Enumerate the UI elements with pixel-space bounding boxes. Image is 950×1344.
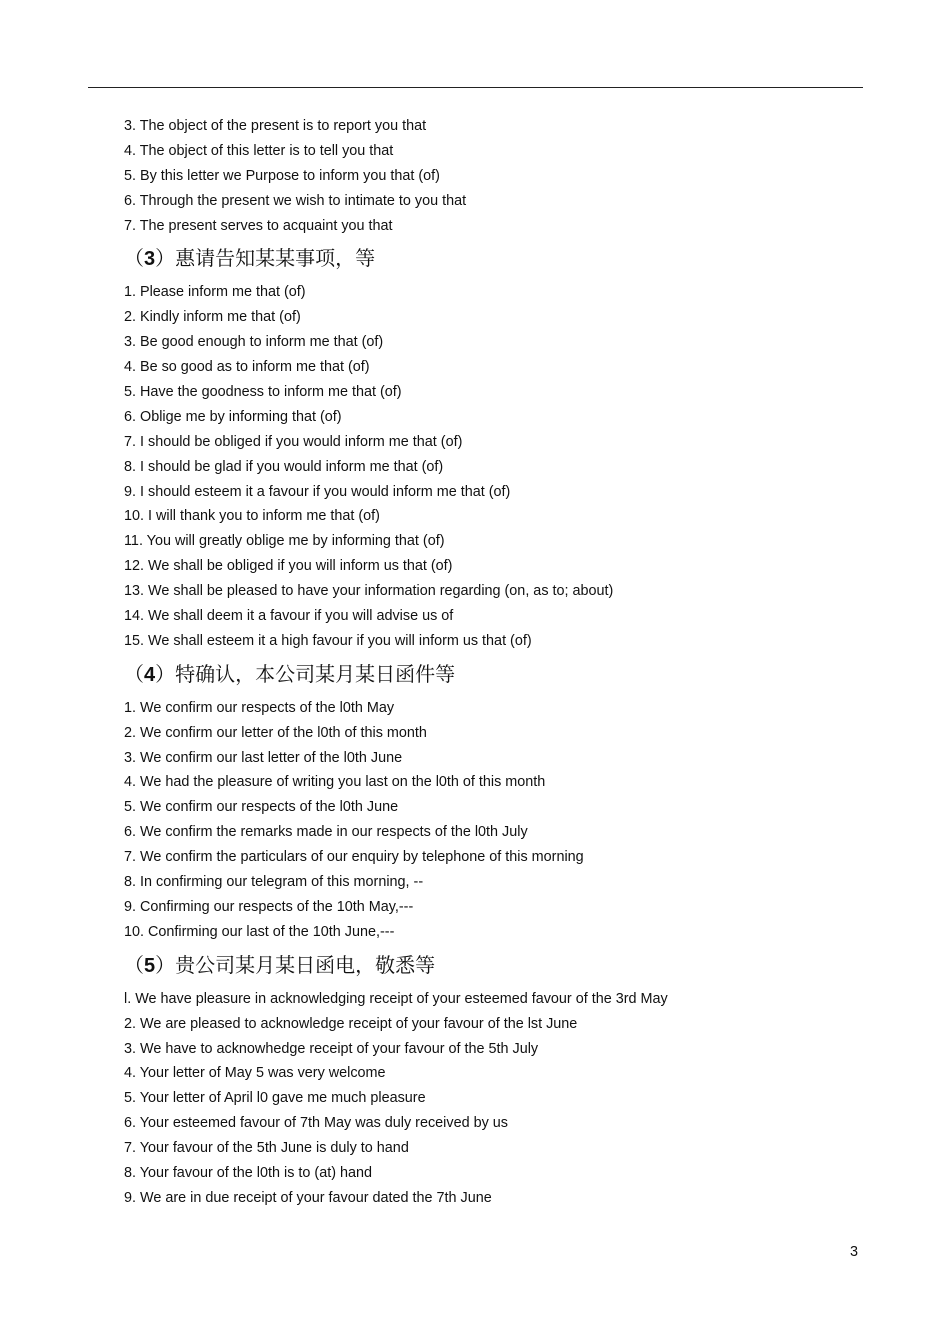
list-item: 6. Oblige me by informing that (of): [124, 408, 342, 425]
heading-number: 4: [144, 663, 156, 686]
list-item: 8. Your favour of the l0th is to (at) hand: [124, 1164, 372, 1181]
list-item: 5. We confirm our respects of the l0th June: [124, 799, 399, 816]
list-item: 4. Your letter of May 5 was very welcome: [124, 1065, 386, 1082]
section-heading: [124, 945, 884, 986]
heading-number: 5: [144, 954, 156, 977]
list-item: 8. I should be glad if you would inform me that (of): [124, 458, 444, 475]
list-item: 7. We confirm the particulars of our enquiry by telephone of this morning: [124, 849, 584, 866]
list-item: l. We have pleasure in acknowledging receipt of your esteemed favour of the 3rd May: [124, 990, 668, 1007]
list-item: 4. We had the pleasure of writing you last on the l0th of this month: [124, 774, 546, 791]
list-item: 15. We shall esteem it a high favour if you will inform us that (of): [124, 632, 532, 649]
document-body: [124, 114, 884, 1211]
list-item: 1. We confirm our respects of the l0th May: [124, 699, 395, 716]
list-item: 14. We shall deem it a favour if you will advise us of: [124, 608, 454, 625]
list-item: 6. Through the present we wish to intimate to you that: [124, 192, 467, 209]
list-item: 12. We shall be obliged if you will inform us that (of): [124, 558, 453, 575]
section-heading: [124, 654, 884, 695]
list-item: 3. We confirm our last letter of the l0th June: [124, 749, 403, 766]
list-item: 10. I will thank you to inform me that (of): [124, 508, 380, 525]
heading-number: 3: [144, 248, 156, 271]
section-heading: [124, 238, 884, 279]
list-item: 9. I should esteem it a favour if you would inform me that (of): [124, 483, 511, 500]
header-rule: [88, 87, 863, 88]
list-item: 6. We confirm the remarks made in our respects of the l0th July: [124, 824, 528, 841]
list-item: 2. We are pleased to acknowledge receipt of your favour of the lst June: [124, 1015, 578, 1032]
list-item: 2. We confirm our letter of the l0th of this month: [124, 724, 427, 741]
list-item: 7. I should be obliged if you would inform me that (of): [124, 433, 463, 450]
page-number: 3: [850, 1244, 859, 1260]
heading-open-paren: （: [124, 661, 144, 686]
heading-text: ）惠请告知某某事项，等: [155, 246, 376, 271]
list-item: 10. Confirming our last of the 10th June,---: [124, 923, 395, 940]
list-item: 11. You will greatly oblige me by informing that (of): [124, 533, 445, 550]
heading-text: ）特确认，本公司某月某日函件等: [155, 661, 456, 686]
list-item: 3. We have to acknowhedge receipt of your favour of the 5th July: [124, 1040, 539, 1057]
heading-text: ）贵公司某月某日函电，敬悉等: [155, 952, 436, 977]
list-item: 4. Be so good as to inform me that (of): [124, 359, 370, 376]
list-item: 4. The object of this letter is to tell you that: [124, 142, 394, 159]
list-item: 5. Your letter of April l0 gave me much pleasure: [124, 1090, 426, 1107]
list-item: 3. The object of the present is to report you that: [124, 118, 427, 134]
list-item: 1. Please inform me that (of): [124, 284, 306, 301]
list-item: 2. Kindly inform me that (of): [124, 309, 301, 326]
list-item: 7. Your favour of the 5th June is duly to hand: [124, 1140, 409, 1157]
list-item: 5. Have the goodness to inform me that (of): [124, 384, 402, 401]
list-item: 9. Confirming our respects of the 10th May,---: [124, 898, 414, 915]
list-item: 3. Be good enough to inform me that (of): [124, 334, 384, 351]
list-item: 5. By this letter we Purpose to inform you that (of): [124, 167, 440, 184]
list-item: 6. Your esteemed favour of 7th May was duly received by us: [124, 1115, 508, 1132]
list-item: 13. We shall be pleased to have your information regarding (on, as to; about): [124, 583, 614, 600]
list-item: 8. In confirming our telegram of this morning, --: [124, 874, 424, 891]
list-item: 7. The present serves to acquaint you that: [124, 217, 393, 234]
heading-open-paren: （: [124, 246, 144, 271]
heading-open-paren: （: [124, 952, 144, 977]
list-item: 9. We are in due receipt of your favour dated the 7th June: [124, 1189, 492, 1206]
